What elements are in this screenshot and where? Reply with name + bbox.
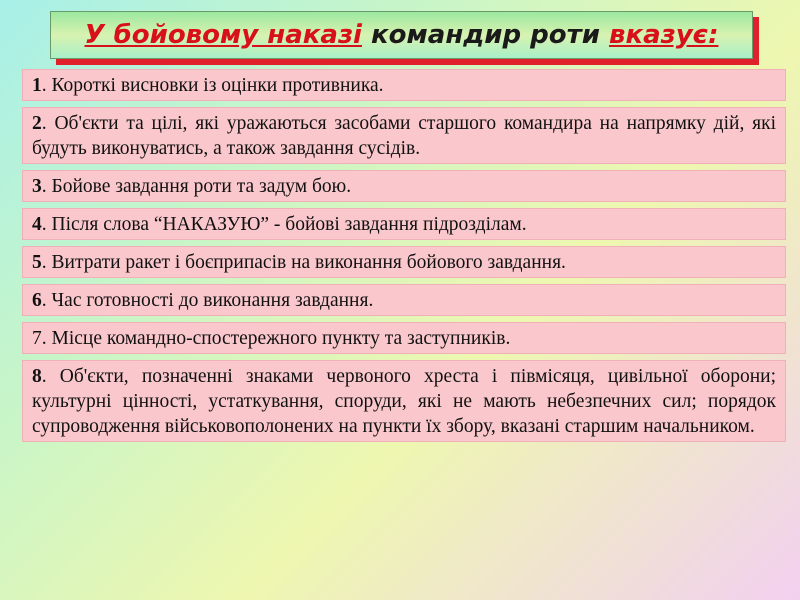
list-item-2	[22, 107, 786, 164]
page-title	[84, 20, 718, 50]
list-item-8	[22, 360, 786, 442]
item-text: . Короткі висновки із оцінки противника.	[41, 75, 384, 96]
list-item-1	[22, 69, 786, 101]
item-text: . Витрати ракет і боєприпасів на виконання бойового завдання.	[41, 252, 566, 273]
title-part-end: вказує:	[608, 20, 719, 50]
list-item-5	[22, 246, 786, 278]
item-number: 4	[32, 214, 42, 235]
item-number: 3	[32, 176, 42, 197]
list-item-6	[22, 284, 786, 316]
item-text: . Об'єкти та цілі, які уражаються засобами старшого командира на напрямку дій, які будуть виконуватись, а також завдання сусідів.	[32, 113, 776, 159]
item-text: . Об'єкти, позначенні знаками червоного хреста і півмісяця, цивільної оборони; культурні цінності, устаткування, споруди, які не мають небезпечних сил; порядок супроводження військовополонених на пункти їх збору, вказані старшим начальником.	[32, 366, 776, 437]
item-number: 7	[32, 328, 42, 349]
title-box	[50, 11, 753, 59]
item-text: . Бойове завдання роти та задум бою.	[41, 176, 352, 197]
item-number: 6	[32, 290, 42, 311]
item-text: . Після слова “НАКАЗУЮ” - бойові завдання підрозділам.	[41, 214, 527, 235]
title-banner	[50, 11, 753, 59]
title-part-highlight: У бойовому наказі	[84, 20, 362, 50]
item-text: . Місце командно-спостережного пункту та заступників.	[41, 328, 511, 349]
orders-list	[22, 69, 786, 448]
list-item-7	[22, 322, 786, 354]
item-text: . Час готовності до виконання завдання.	[41, 290, 374, 311]
title-part-middle: командир роти	[361, 20, 609, 50]
item-number: 1	[32, 75, 42, 96]
item-number: 5	[32, 252, 42, 273]
list-item-3	[22, 170, 786, 202]
list-item-4	[22, 208, 786, 240]
item-number: 8	[32, 366, 42, 387]
item-number: 2	[32, 113, 42, 134]
